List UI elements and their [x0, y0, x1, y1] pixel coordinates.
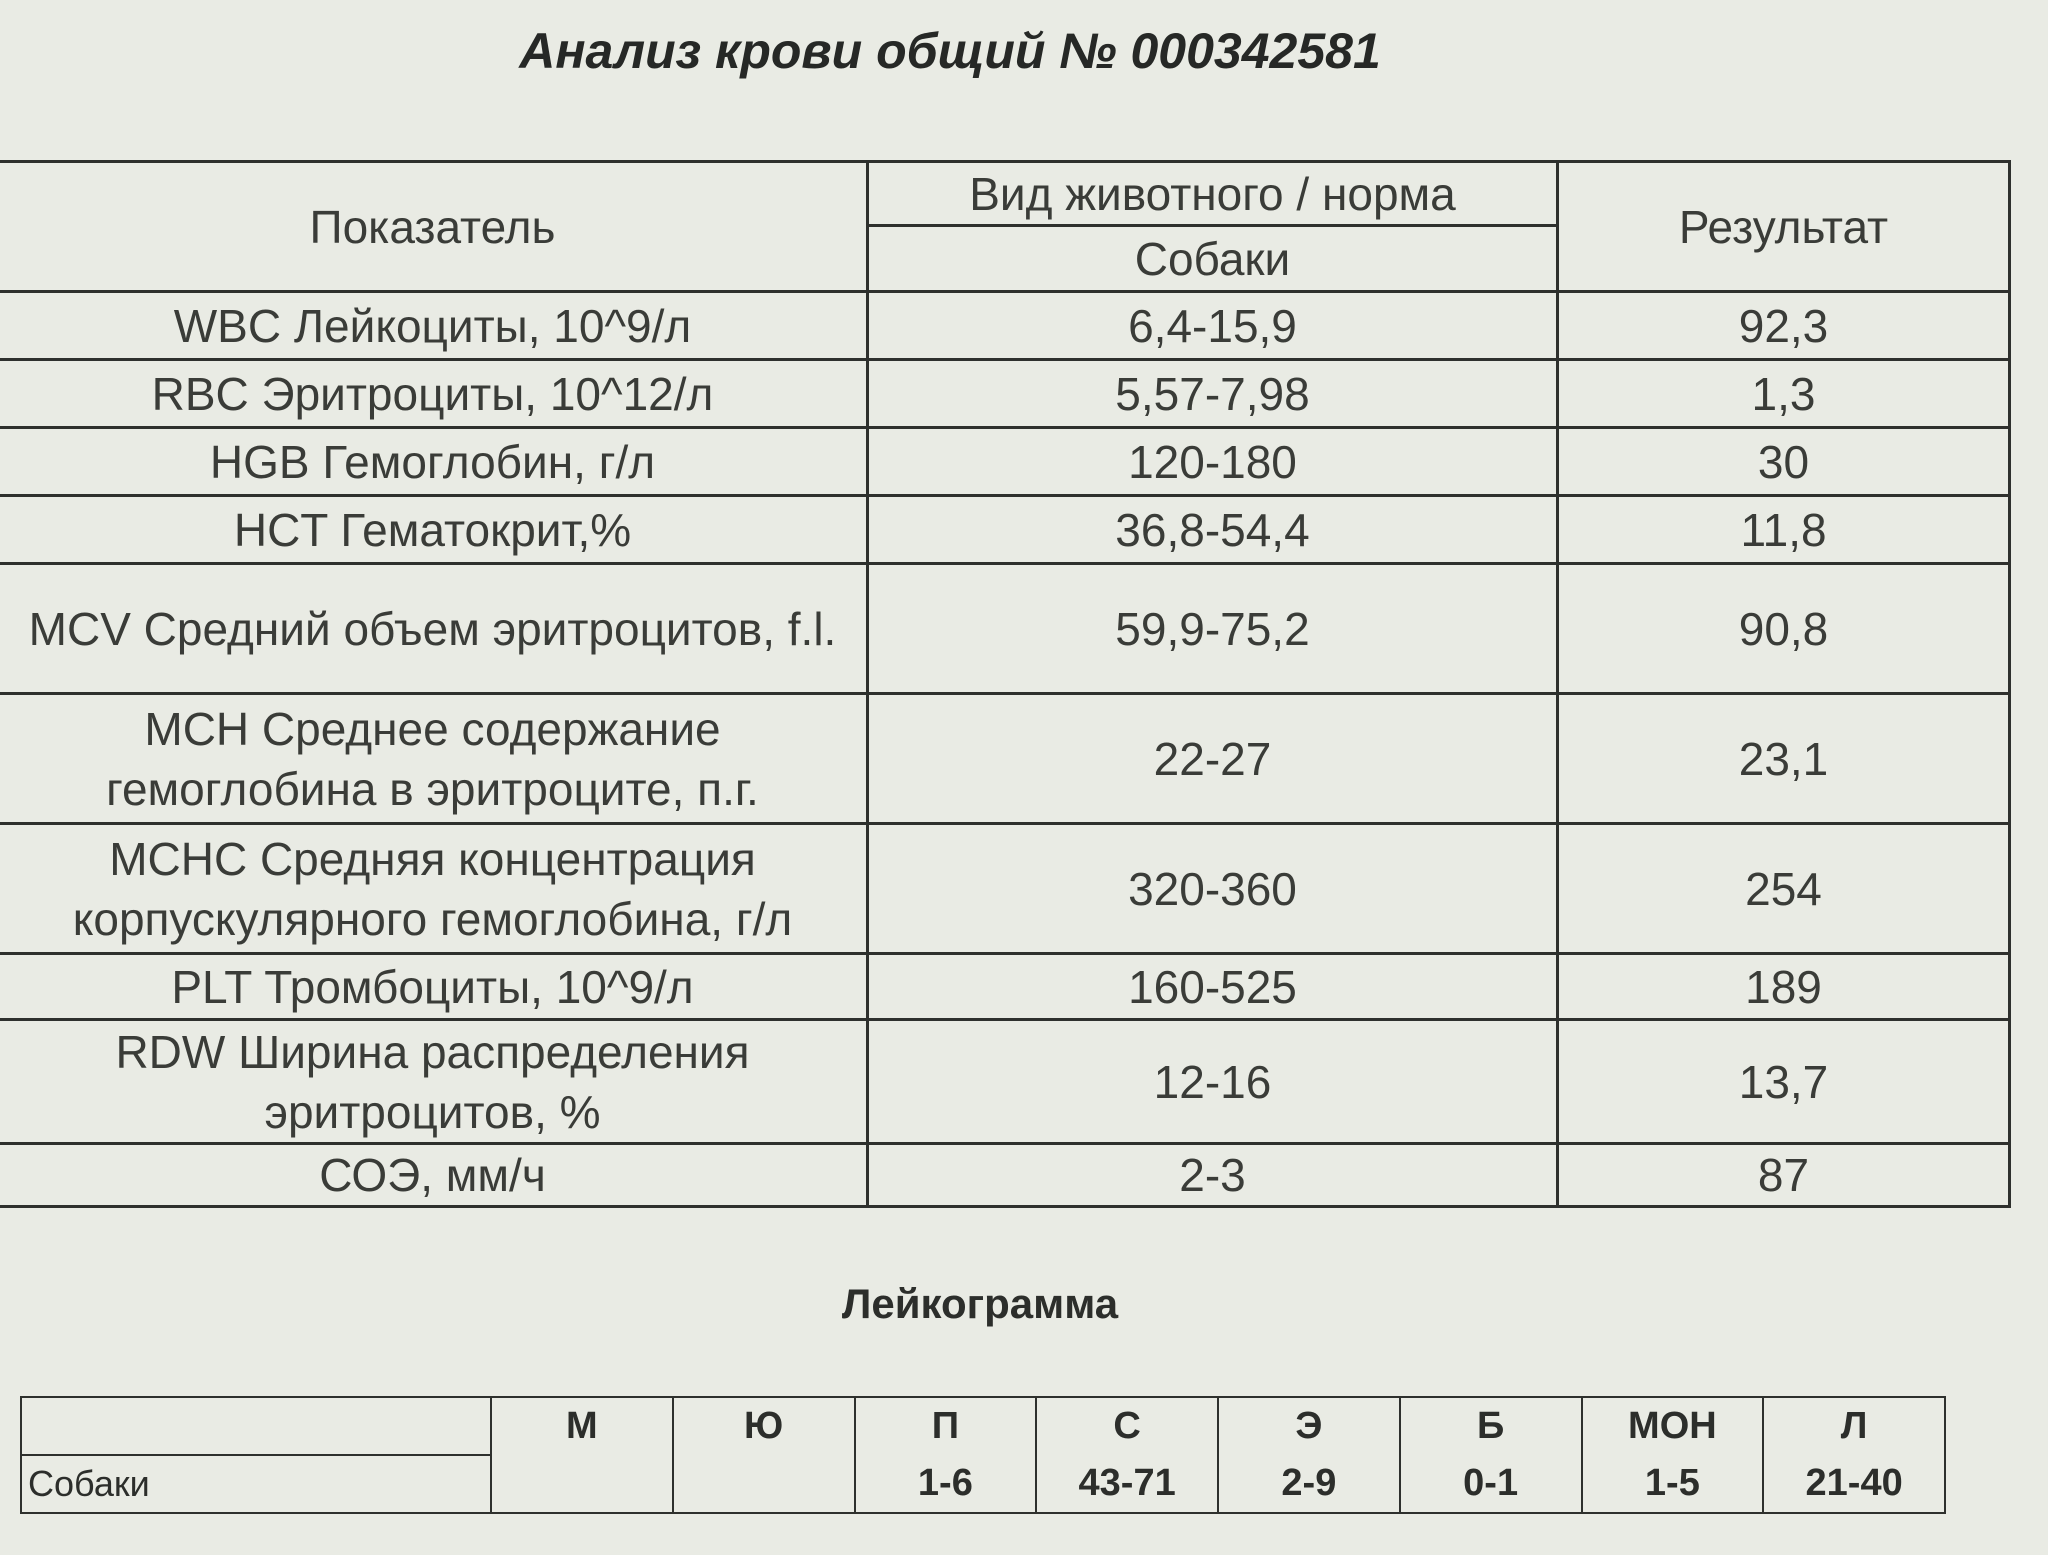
- result-cell: 11,8: [1558, 496, 2010, 564]
- leukogram-col-header: М: [491, 1397, 673, 1455]
- header-species: Собаки: [868, 226, 1558, 292]
- leukogram-col-header: Э: [1218, 1397, 1400, 1455]
- indicator-cell: MCH Среднее содержание гемоглобина в эритроците, п.г.: [0, 694, 868, 824]
- leukogram-col-header: П: [855, 1397, 1037, 1455]
- result-cell: 23,1: [1558, 694, 2010, 824]
- leukogram-title: Лейкограмма: [841, 1280, 1119, 1327]
- result-cell: 254: [1558, 824, 2010, 954]
- table-row: [0, 694, 2010, 824]
- norm-cell: 36,8-54,4: [868, 496, 1558, 564]
- indicator-cell: RDW Ширина распределения эритроцитов, %: [0, 1020, 868, 1144]
- leukogram-values-row: [21, 1455, 1945, 1513]
- leukogram-value: [673, 1455, 855, 1513]
- norm-cell: 6,4-15,9: [868, 292, 1558, 360]
- table-row: [0, 292, 2010, 360]
- table-row: [0, 496, 2010, 564]
- leukogram-value: 2-9: [1218, 1455, 1400, 1513]
- leukogram-value: [491, 1455, 673, 1513]
- result-cell: 87: [1558, 1144, 2010, 1207]
- norm-cell: 5,57-7,98: [868, 360, 1558, 428]
- table-row: [0, 564, 2010, 694]
- leukogram-corner-cell: [21, 1397, 491, 1455]
- result-cell: 90,8: [1558, 564, 2010, 694]
- norm-cell: 160-525: [868, 954, 1558, 1020]
- header-indicator: Показатель: [0, 162, 868, 292]
- table-row: [0, 1020, 2010, 1144]
- leukogram-col-header: Л: [1763, 1397, 1945, 1455]
- table-row: [0, 1144, 2010, 1207]
- indicator-cell: RBC Эритроциты, 10^12/л: [0, 360, 868, 428]
- indicator-cell: WBC Лейкоциты, 10^9/л: [0, 292, 868, 360]
- document-title: Анализ крови общий № 000342581: [519, 23, 1381, 79]
- table-row: [0, 824, 2010, 954]
- leukogram-col-header: Б: [1400, 1397, 1582, 1455]
- leukogram-value: 43-71: [1036, 1455, 1218, 1513]
- result-cell: 13,7: [1558, 1020, 2010, 1144]
- norm-cell: 120-180: [868, 428, 1558, 496]
- result-cell: 30: [1558, 428, 2010, 496]
- leukogram-col-header: МОН: [1582, 1397, 1764, 1455]
- leukogram-header-row: [21, 1397, 1945, 1455]
- table-row: [0, 428, 2010, 496]
- leukogram-species: Собаки: [21, 1455, 491, 1513]
- indicator-cell: HGB Гемоглобин, г/л: [0, 428, 868, 496]
- result-cell: 92,3: [1558, 292, 2010, 360]
- indicator-cell: СОЭ, мм/ч: [0, 1144, 868, 1207]
- indicator-cell: MCV Средний объем эритроцитов, f.l.: [0, 564, 868, 694]
- indicator-cell: HCT Гематокрит,%: [0, 496, 868, 564]
- norm-cell: 59,9-75,2: [868, 564, 1558, 694]
- result-cell: 189: [1558, 954, 2010, 1020]
- norm-cell: 320-360: [868, 824, 1558, 954]
- norm-cell: 12-16: [868, 1020, 1558, 1144]
- leukogram-value: 1-5: [1582, 1455, 1764, 1513]
- table-row: [0, 360, 2010, 428]
- blood-analysis-table: [0, 160, 2011, 1208]
- result-cell: 1,3: [1558, 360, 2010, 428]
- leukogram-table: [20, 1396, 1946, 1514]
- header-result: Результат: [1558, 162, 2010, 292]
- indicator-cell: MCHC Средняя концентрация корпускулярного гемоглобина, г/л: [0, 824, 868, 954]
- table-row: [0, 954, 2010, 1020]
- leukogram-value: 0-1: [1400, 1455, 1582, 1513]
- norm-cell: 2-3: [868, 1144, 1558, 1207]
- norm-cell: 22-27: [868, 694, 1558, 824]
- leukogram-col-header: С: [1036, 1397, 1218, 1455]
- leukogram-value: 1-6: [855, 1455, 1037, 1513]
- leukogram-value: 21-40: [1763, 1455, 1945, 1513]
- leukogram-col-header: Ю: [673, 1397, 855, 1455]
- indicator-cell: PLT Тромбоциты, 10^9/л: [0, 954, 868, 1020]
- header-species-norm: Вид животного / норма: [868, 162, 1558, 226]
